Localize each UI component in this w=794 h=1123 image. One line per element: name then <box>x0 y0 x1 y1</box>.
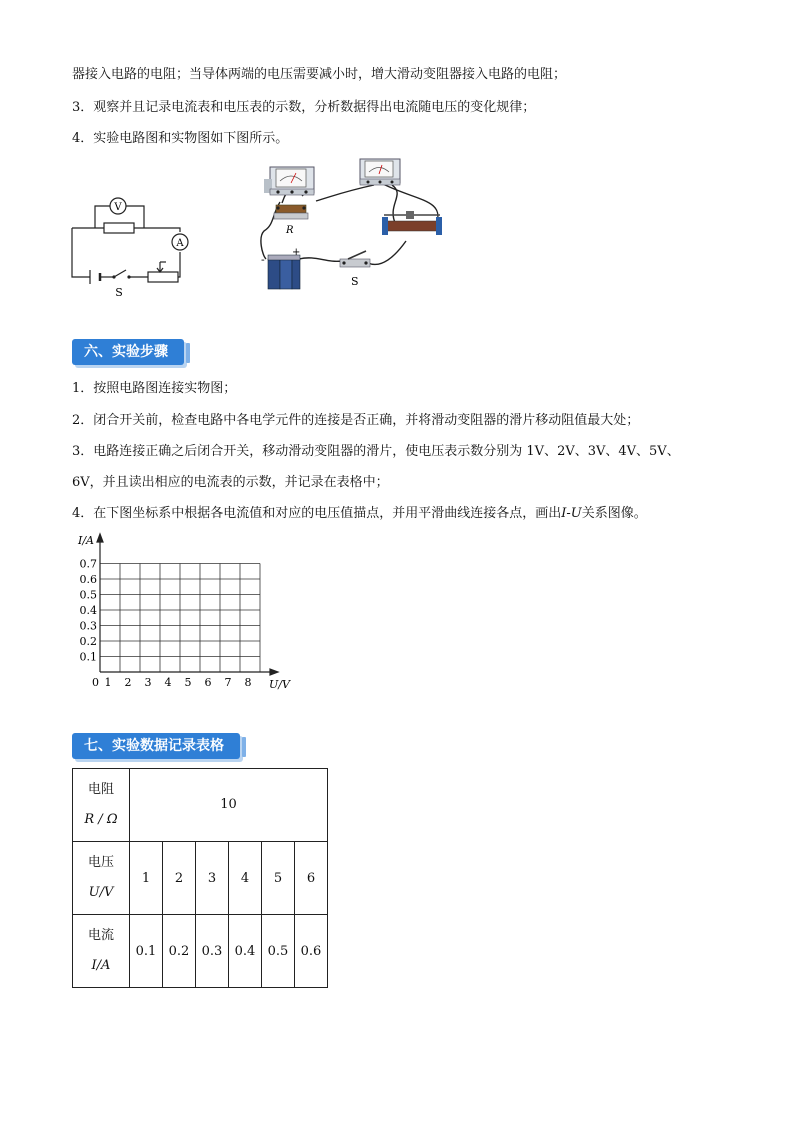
text-line: 4．实验电路图和实物图如下图所示。 <box>72 131 289 146</box>
table-row <box>73 769 328 842</box>
row-unit: U/V <box>88 885 114 900</box>
table-cell: 0.3 <box>196 915 229 988</box>
table-row <box>73 842 328 915</box>
table-cell <box>73 842 130 915</box>
x-tick-label: 7 <box>224 676 232 689</box>
x-tick-label: 2 <box>124 676 132 689</box>
y-tick-label: 0.5 <box>79 588 97 602</box>
table-cell: 0.1 <box>130 915 163 988</box>
row-label: 电流 <box>87 928 114 943</box>
section-title: 六、实验步骤 <box>72 339 184 365</box>
table-row <box>73 915 328 988</box>
y-tick-label: 0.6 <box>79 573 97 586</box>
row-unit: I/A <box>91 958 111 973</box>
table-cell: 6 <box>295 842 328 915</box>
resistor-symbol <box>104 223 134 233</box>
x-tick-label: 3 <box>144 676 152 689</box>
y-tick-label: 0.2 <box>79 635 97 648</box>
rheostat-device <box>382 211 442 235</box>
battery-device <box>268 255 300 289</box>
x-axis-arrow <box>270 669 278 675</box>
x-axis-label: U/V <box>269 678 290 691</box>
table-cell: 2 <box>163 842 196 915</box>
step-var: I-U <box>561 506 582 521</box>
physical-setup-picture <box>256 155 448 295</box>
step-item <box>72 505 647 523</box>
table-cell: 0.5 <box>262 915 295 988</box>
row-unit: R / Ω <box>84 812 118 827</box>
battery-plus-label: + <box>292 247 301 258</box>
y-tick-label: 0.3 <box>79 619 97 633</box>
section-heading-7 <box>72 733 240 759</box>
y-tick-label: 0.1 <box>79 650 97 664</box>
x-tick-label: 8 <box>244 676 252 689</box>
y-tick-label: 0.7 <box>79 557 97 571</box>
table-cell <box>73 769 130 842</box>
table-cell: 5 <box>262 842 295 915</box>
step-text: 4．在下图坐标系中根据各电流值和对应的电压值描点，并用平滑曲线连接各点，画出 <box>72 506 562 521</box>
circuit-diagram <box>66 190 196 300</box>
table-cell: 4 <box>229 842 262 915</box>
voltmeter-label: V <box>114 202 122 213</box>
origin-label: 0 <box>92 676 99 689</box>
text-line: 3．观察并且记录电流表和电压表的示数，分析数据得出电流随电压的变化规律； <box>72 100 536 115</box>
step-item: 3．电路连接正确之后闭合开关，移动滑动变阻器的滑片，使电压表示数分别为 1V、2V、3V、4V、5V、 <box>72 444 680 459</box>
table-cell <box>73 915 130 988</box>
row-label: 电阻 <box>87 782 114 797</box>
section-heading-6 <box>72 339 184 365</box>
switch-label: S <box>115 286 123 299</box>
section-title: 七、实验数据记录表格 <box>72 733 240 759</box>
resistor-label: R <box>286 225 294 236</box>
row-label: 电压 <box>87 855 114 870</box>
step-item: 1．按照电路图连接实物图； <box>72 381 237 396</box>
x-tick-label: 1 <box>104 676 112 689</box>
ammeter-device <box>264 167 314 195</box>
step-item: 6V，并且读出相应的电流表的示数，并记录在表格中； <box>72 475 389 490</box>
table-cell: 10 <box>130 769 328 842</box>
switch-label: S <box>351 275 359 288</box>
y-axis-label: I/A <box>78 534 94 547</box>
x-tick-label: 4 <box>164 676 172 689</box>
x-tick-label: 5 <box>184 676 192 689</box>
x-tick-label: 6 <box>204 676 212 689</box>
data-table <box>72 768 328 988</box>
table-cell: 1 <box>130 842 163 915</box>
battery-minus-label: - <box>261 253 265 266</box>
ammeter-label: A <box>176 238 184 249</box>
text-line: 器接入电路的电阻；当导体两端的电压需要减小时，增大滑动变阻器接入电路的电阻； <box>72 67 567 82</box>
rheostat-symbol <box>148 272 178 282</box>
voltmeter-device <box>360 159 400 185</box>
table-cell: 0.4 <box>229 915 262 988</box>
iu-graph-grid <box>70 530 310 695</box>
y-tick-label: 0.4 <box>79 604 97 617</box>
step-item: 2．闭合开关前，检查电路中各电学元件的连接是否正确，并将滑动变阻器的滑片移动阻值最大处； <box>72 413 640 428</box>
table-cell: 0.6 <box>295 915 328 988</box>
table-cell: 3 <box>196 842 229 915</box>
step-text: 关系图像。 <box>581 506 647 521</box>
y-axis-arrow <box>97 534 103 542</box>
resistor-device <box>274 205 308 219</box>
battery-symbol <box>90 270 100 284</box>
table-cell: 0.2 <box>163 915 196 988</box>
switch-device <box>340 251 370 267</box>
